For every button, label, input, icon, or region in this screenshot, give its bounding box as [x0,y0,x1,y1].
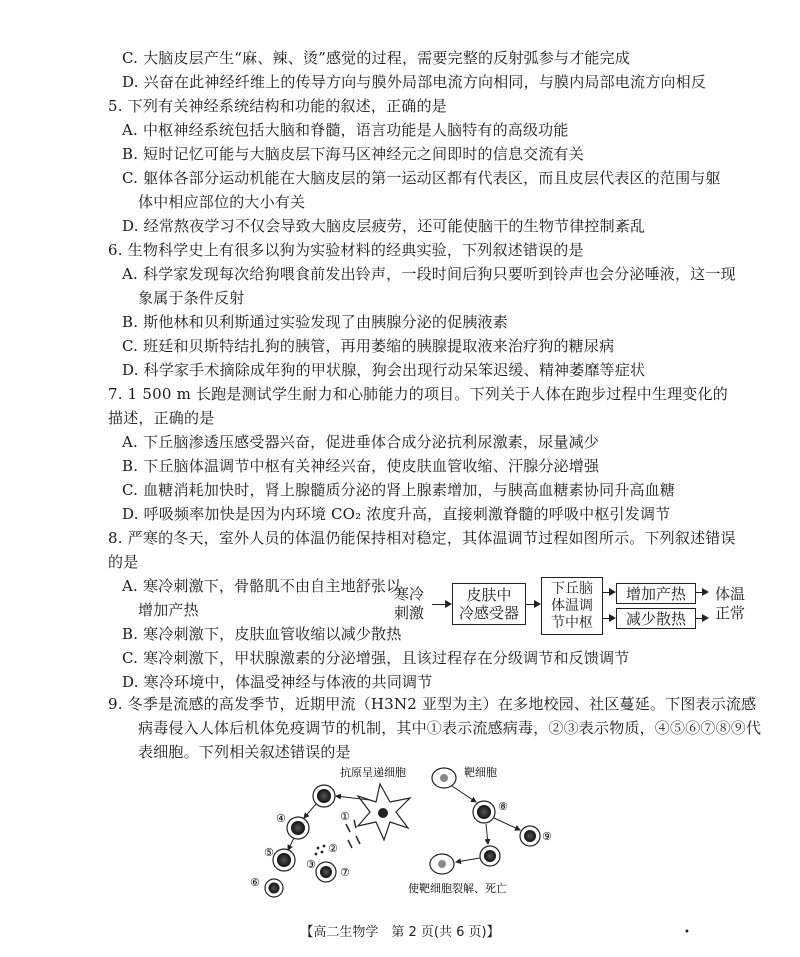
arrow-heat-down-to-result [695,618,707,619]
q4-option-d: D. 兴奋在此神经纤维上的传导方向与膜外局部电流方向相同，与膜内局部电流方向相反 [122,73,707,91]
q6-option-c: C. 班廷和贝斯特结扎狗的胰管，再用萎缩的胰腺提取液来治疗狗的糖尿病 [122,337,615,355]
arrow-stimulus-to-receptor [432,604,450,605]
q6-option-a: A. 科学家发现每次给狗喂食前发出铃声，一段时间后狗只要听到铃声也会分泌唾液，这一现 [122,265,736,283]
q6-stem: 6. 生物科学史上有很多以狗为实验材料的经典实验，下列叙述错误的是 [108,241,584,259]
q6-option-d: D. 科学家手术摘除成年狗的甲状腺，狗会出现行动呆笨迟缓、精神萎靡等症状 [122,361,646,379]
immune-response-diagram [240,764,570,898]
arrow-center-to-heat-down [602,618,614,619]
arrow-heat-up-to-result [695,592,707,593]
q6-option-a-cont: 象属于条件反射 [138,289,245,307]
q5-option-b: B. 短时记忆可能与大脑皮层下海马区神经元之间即时的信息交流有关 [122,145,584,163]
cell-5 [273,849,295,871]
cell-7 [316,862,336,882]
q5-option-a: A. 中枢神经系统包括大脑和脊髓，语言功能是人脑特有的高级功能 [122,121,569,139]
diagram-receptor-box: 皮肤中 冷感受器 [452,583,526,625]
target-cell [432,768,456,788]
q7-option-b: B. 下丘脑体温调节中枢有关神经兴奋，使皮肤血管收缩、汗腺分泌增强 [122,457,600,475]
q8-option-b: B. 寒冷刺激下，皮肤血管收缩以减少散热 [122,625,402,643]
q5-option-d: D. 经常熬夜学习不仅会导致大脑皮层疲劳，还可能使脑干的生物节律控制紊乱 [122,217,646,235]
q7-option-c: C. 血糖消耗加快时，肾上腺髓质分泌的肾上腺素增加，与胰高血糖素协同升高血糖 [122,481,676,499]
cell-helper-t [313,785,335,807]
q9-stem-cont1: 病毒侵入人体后机体免疫调节的机制，其中①表示流感病毒，②③表示物质，④⑤⑥⑦⑧⑨代 [138,719,762,737]
lysis-label: 使靶细胞裂解、死亡 [408,882,507,895]
label-n3: ③ [306,858,316,871]
q8-option-c: C. 寒冷刺激下，甲状腺激素的分泌增强，且该过程存在分级调节和反馈调节 [122,649,630,667]
q5-stem: 5. 下列有关神经系统结构和功能的叙述，正确的是 [108,97,447,115]
cell-effector [480,846,500,866]
q9-stem-cont2: 表细胞。下列相关叙述错误的是 [138,743,351,761]
q7-option-d: D. 呼吸频率加快是因为内环境 CO₂ 浓度升高，直接刺激脊髓的呼吸中枢引发调节 [122,505,671,523]
cell-9 [520,826,540,846]
virus-particles [346,820,360,848]
q4-option-c: C. 大脑皮层产生“麻、辣、烫”感觉的过程，需要完整的反射弧参与才能完成 [122,49,631,67]
target-cell-label: 靶细胞 [464,766,497,779]
cell-4 [287,817,309,839]
diagram-hypothalamus-box: 下丘脑 体温调 节中枢 [541,577,603,635]
lysed-target-cell [430,854,454,874]
label-n2: ② [328,842,338,855]
q7-stem: 7. 1 500 m 长跑是测试学生耐力和心肺能力的项目。下列关于人体在跑步过程中生理变化的 [108,385,728,403]
label-n6: ⑥ [250,876,260,889]
q6-option-b: B. 斯他林和贝利斯通过实验发现了由胰腺分泌的促胰液素 [122,313,508,331]
diagram-stimulus-label: 寒冷 刺激 [393,585,424,622]
q7-stem-cont: 描述，正确的是 [108,409,215,427]
apc-label: 抗原呈递细胞 [340,766,406,779]
q8-option-a: A. 寒冷刺激下，骨骼肌不由自主地舒张以 [122,577,402,595]
arrow-receptor-to-center [525,604,539,605]
label-n5: ⑤ [264,846,274,859]
label-n1: ① [340,810,350,823]
diagram-result-label: 体温 正常 [714,585,745,622]
q9-stem: 9. 冬季是流感的高发季节，近期甲流（H3N2 亚型为主）在多地校园、社区蔓延。下图表示流感 [108,695,757,713]
q8-option-a-cont: 增加产热 [138,601,199,619]
label-n9: ⑨ [542,830,552,843]
arrow-center-to-heat-up [602,592,614,593]
q8-option-d: D. 寒冷环境中，体温受神经与体液的共同调节 [122,673,433,691]
cell-8 [473,801,495,823]
diagram-heat-production-box: 增加产热 [616,583,696,604]
label-n4: ④ [276,812,286,825]
q7-option-a: A. 下丘脑渗透压感受器兴奋，促进垂体合成分泌抗利尿激素，尿量减少 [122,433,599,451]
diagram-heat-loss-box: 减少散热 [616,608,696,629]
cell-6 [265,879,283,897]
q8-stem-cont: 的是 [108,553,139,571]
q8-stem: 8. 严寒的冬天，室外人员的体温仍能保持相对稳定，其体温调节过程如图所示。下列叙述错误 [108,529,736,547]
page-footer: 【高二生物学 第 2 页(共 6 页)】 [300,925,500,940]
corner-mark: • [684,927,690,938]
label-n8: ⑧ [498,800,508,813]
antigen-presenting-cell [358,784,410,840]
q5-option-c-cont: 体中相应部位的大小有关 [138,193,306,211]
label-n7: ⑦ [340,866,350,879]
substance-2 [315,845,326,856]
q5-option-c: C. 躯体各部分运动机能在大脑皮层的第一运动区都有代表区，而且皮层代表区的范围与躯 [122,169,721,187]
